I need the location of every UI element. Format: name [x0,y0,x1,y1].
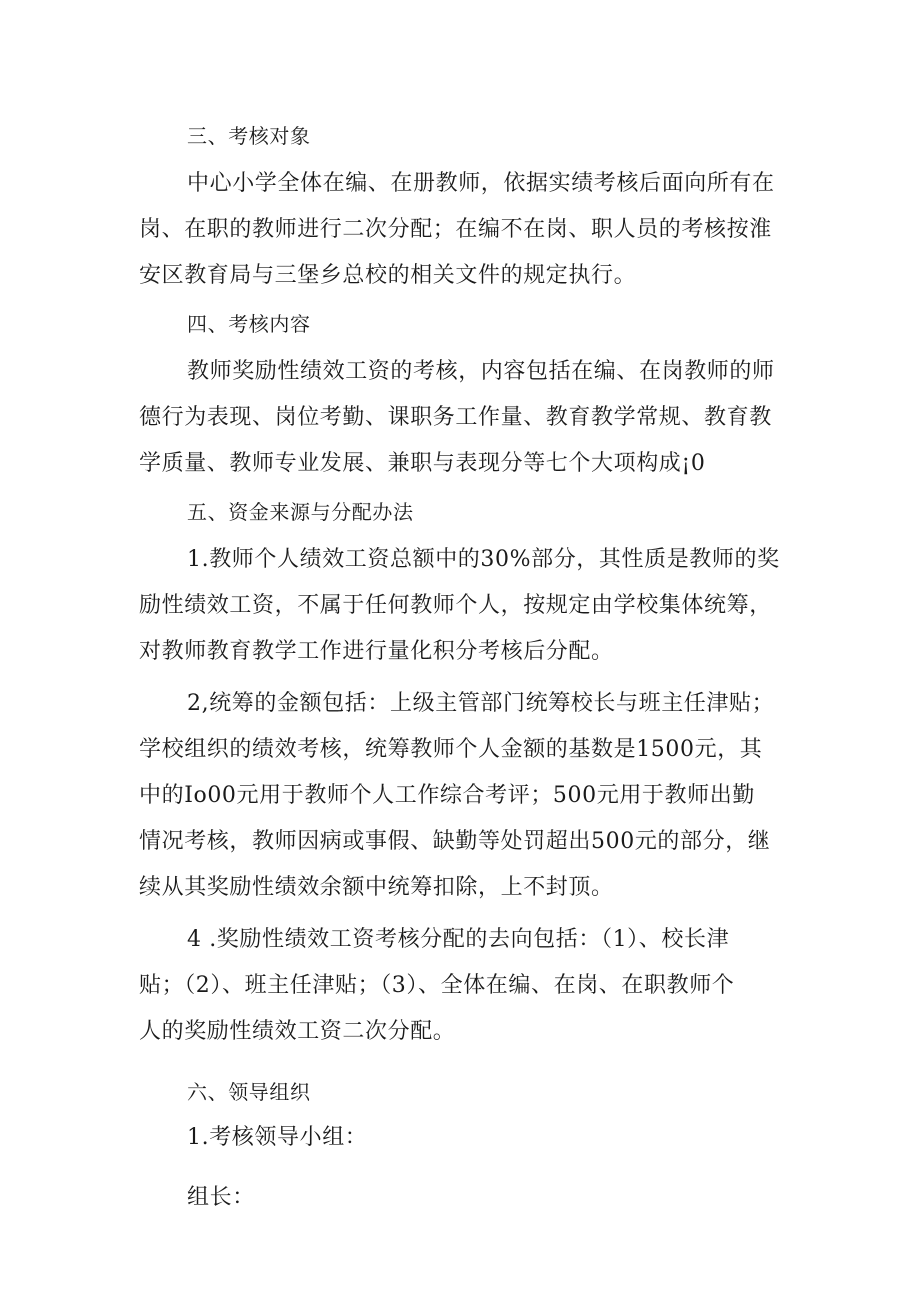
paragraph-line: 中心小学全体在编、在册教师，依据实绩考核后面向所有在 [187,171,775,196]
section-heading-3: 三、考核对象 [187,124,311,148]
paragraph-line: 励性绩效工资，不属于任何教师个人，按规定由学校集体统筹， [139,593,772,618]
paragraph-line: 人的奖励性绩效工资二次分配。 [139,1019,456,1044]
paragraph-line: 情况考核，教师因病或事假、缺勤等处罚超出500元的部分，继 [139,829,771,854]
paragraph-line: 贴；（2）、班主任津贴；（3）、全体在编、在岗、在职教师个 [139,973,735,998]
list-item: 1.考核领导小组： [187,1125,368,1150]
paragraph-line: 岗、在职的教师进行二次分配；在编不在岗、职人员的考核按淮 [139,217,772,242]
paragraph-line: 学质量、教师专业发展、兼职与表现分等七个大项构成¡0 [139,451,706,476]
document-body [139,113,789,1221]
paragraph-line: 安区教育局与三堡乡总校的相关文件的规定执行。 [139,263,637,288]
paragraph-line: 教师奖励性绩效工资的考核，内容包括在编、在岗教师的师 [187,359,775,384]
paragraph-line: 1.教师个人绩效工资总额中的30%部分，其性质是教师的奖 [187,547,780,572]
leader-label: 组长： [187,1185,255,1210]
section-heading-4: 四、考核内容 [187,312,311,336]
paragraph-line: 学校组织的绩效考核，统筹教师个人金额的基数是1500元，其 [139,737,763,762]
paragraph-line: 续从其奖励性绩效余额中统筹扣除，上不封顶。 [139,875,614,900]
paragraph-line: 2,统筹的金额包括：上级主管部门统筹校长与班主任津贴； [187,691,775,716]
section-heading-5: 五、资金来源与分配办法 [187,500,414,524]
section-heading-6: 六、领导组织 [187,1080,311,1104]
paragraph-line: 对教师教育教学工作进行量化积分考核后分配。 [139,639,614,664]
paragraph-line: 中的Io00元用于教师个人工作综合考评；500元用于教师出勤 [139,783,755,808]
paragraph-line: 德行为表现、岗位考勤、课职务工作量、教育教学常规、教育教 [139,405,772,430]
paragraph-line: 4 .奖励性绩效工资考核分配的去向包括：（1）、校长津 [187,927,730,952]
